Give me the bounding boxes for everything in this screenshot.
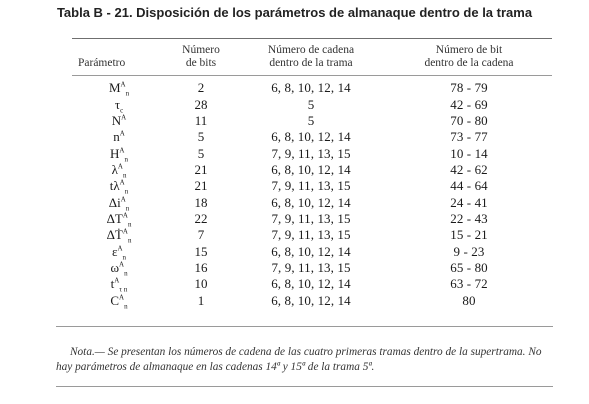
bits-cell: 21: [194, 161, 208, 177]
parameter-symbol: $M^A_n$: [108, 80, 130, 98]
bits-cell: 15: [194, 243, 208, 259]
parameter-symbol: ΔṪ$^A_n$: [106, 227, 132, 245]
chain-numbers-cell: 6, 8, 10, 12, 14: [271, 276, 351, 292]
bit-position-cell: 63 - 72: [450, 276, 488, 292]
table-row: [72, 96, 552, 115]
parameter-symbol: $\Delta i^A_n$: [108, 194, 130, 213]
bit-position-cell: 44 - 64: [450, 178, 488, 194]
table-row: [72, 162, 552, 178]
parameter-symbol: $H^A_n$: [110, 145, 128, 164]
bit-position-cell: 70 - 80: [450, 112, 488, 128]
table-row: [72, 80, 552, 96]
chain-numbers-cell: 6, 8, 10, 12, 14: [271, 194, 351, 210]
table-row: [72, 276, 552, 292]
chain-numbers-cell: 7, 9, 11, 13, 15: [271, 259, 351, 275]
parameter-symbol: $C^A_n$: [110, 292, 128, 311]
chain-numbers-cell: 5: [307, 96, 315, 112]
parameter-symbol: $\Delta T^A_n$: [106, 210, 132, 229]
table-row: [72, 145, 552, 164]
table-row: [72, 129, 552, 145]
bits-cell: 5: [197, 145, 205, 161]
bits-cell: 18: [194, 194, 208, 210]
bit-position-cell: 42 - 69: [450, 96, 488, 112]
chain-numbers-cell: 6, 8, 10, 12, 14: [271, 161, 351, 177]
bit-position-cell: 73 - 77: [450, 129, 488, 145]
bits-cell: 21: [194, 178, 208, 194]
bits-cell: 28: [194, 96, 208, 112]
chain-numbers-cell: 5: [307, 112, 315, 128]
note-text: Se presentan los números de cadena de las cuatro primeras tramas dentro de la supertrama. No hay parámetros de almanaque en las cadenas 14ª y 15ª de la trama 5ª.: [56, 346, 542, 373]
chain-numbers-cell: 7, 9, 11, 13, 15: [271, 178, 351, 194]
table-row: [72, 292, 552, 311]
parameter-symbol: $N^A$: [111, 112, 127, 128]
parameter-symbol: $\tau_c$: [114, 96, 124, 115]
chain-numbers-cell: 7, 9, 11, 13, 15: [271, 210, 351, 226]
bits-cell: 11: [194, 112, 208, 128]
note-bottom-rule: [56, 386, 553, 387]
parameter-symbol: $t\lambda^A_n$: [109, 178, 129, 196]
table-row: [72, 211, 552, 227]
table-row: [72, 260, 552, 276]
bit-position-cell: 42 - 62: [450, 161, 488, 177]
bit-position-cell: 65 - 80: [450, 259, 488, 275]
table-row: [72, 227, 552, 243]
bit-position-cell: 24 - 41: [450, 194, 488, 210]
header-chain-number: Número de cadena dentro de la trama: [267, 44, 355, 69]
bits-cell: 5: [197, 129, 205, 145]
parameter-symbol: $\lambda^A_n$: [111, 161, 127, 180]
bit-position-cell: 15 - 21: [450, 227, 488, 243]
parameters-table: [72, 38, 552, 309]
table-header: [72, 39, 552, 75]
chain-numbers-cell: 6, 8, 10, 12, 14: [271, 243, 351, 259]
bits-cell: 2: [197, 80, 205, 96]
table-body: [72, 76, 552, 309]
chain-numbers-cell: 6, 8, 10, 12, 14: [271, 292, 351, 308]
bits-cell: 1: [197, 292, 205, 308]
chain-numbers-cell: 7, 9, 11, 13, 15: [271, 227, 351, 243]
bit-position-cell: 9 - 23: [453, 243, 485, 259]
header-bits: Número de bits: [182, 44, 220, 69]
bit-position-cell: 80: [462, 292, 476, 308]
chain-numbers-cell: 7, 9, 11, 13, 15: [271, 145, 351, 161]
bits-cell: 22: [194, 210, 208, 226]
note-label: Nota.—: [70, 346, 105, 358]
header-parameter: Parámetro: [78, 57, 126, 69]
parameter-symbol: $t^A_{\tau n}$: [110, 276, 128, 294]
table-row: [72, 178, 552, 194]
table-row: [72, 113, 552, 129]
bit-position-cell: 78 - 79: [450, 80, 488, 96]
note-top-rule: [56, 326, 553, 327]
chain-numbers-cell: 6, 8, 10, 12, 14: [271, 80, 351, 96]
bits-cell: 7: [197, 227, 205, 243]
header-bit-position: Número de bit dentro de la cadena: [424, 44, 514, 69]
bit-position-cell: 22 - 43: [450, 210, 488, 226]
table-title: Tabla B - 21. Disposición de los parámetros de almanaque dentro de la trama: [56, 5, 533, 20]
table-note: [56, 345, 556, 375]
bit-position-cell: 10 - 14: [450, 145, 488, 161]
bits-cell: 16: [194, 259, 208, 275]
bits-cell: 10: [194, 276, 208, 292]
parameter-symbol: $\varepsilon^A_n$: [111, 243, 127, 262]
table-row: [72, 194, 552, 213]
parameter-symbol: $n^A$: [113, 129, 125, 145]
chain-numbers-cell: 6, 8, 10, 12, 14: [271, 129, 351, 145]
table-row: [72, 243, 552, 262]
parameter-symbol: $\omega^A_n$: [110, 259, 128, 278]
